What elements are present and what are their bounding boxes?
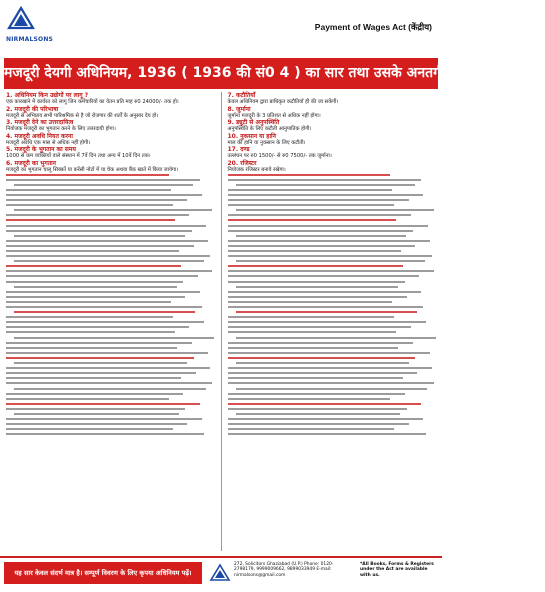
section-heading: 10. नुकसान या हानि [227,132,276,140]
body-text-line [6,219,175,221]
section-2 [6,106,215,120]
body-text-line [228,189,393,191]
body-text-line [228,174,391,176]
body-text-line [228,281,405,283]
body-text-line [228,393,405,395]
body-text-line [6,367,210,369]
body-text-line [228,367,432,369]
body-text-line [6,214,189,216]
body-text-line [6,204,173,206]
body-text-line [228,347,399,349]
section-17 [228,146,437,160]
title-banner: मजदूरी देयगी अधिनियम, 1936 ( 1936 की सं0 4 ) का सार तथा उसके अनतर्गत बनाये गये नियम । [4,58,438,89]
section-text: माल की हानि या नुकसान के लिए कटौती। [227,139,306,146]
body-text-line [6,357,194,359]
body-text-line [6,225,206,227]
body-text-line [228,326,411,328]
body-text-line [228,408,407,410]
section-text: केवल अधिनियम द्वारा प्राधिकृत कटौतियाँ ही की जा सकेंगी। [227,99,339,105]
body-text-line [6,393,183,395]
body-text-line [236,286,399,288]
body-text-line [6,342,192,344]
section-1 [6,92,215,106]
section-heading: 8. जुर्माना [227,105,251,113]
section-9 [228,119,437,133]
body-text-line [6,398,169,400]
body-text-line [6,199,187,201]
body-text-line [236,337,436,339]
body-text-line [228,382,434,384]
body-text-line [228,377,403,379]
body-text-line [14,337,214,339]
body-text-line [6,428,173,430]
body-text-line [228,296,407,298]
section-heading: 5. मजदूरी के भुगतान का समय [6,146,76,154]
section-heading: 2. मजदूरी की परिभाषा [6,105,59,113]
body-text-line [228,301,393,303]
body-text-line [228,250,401,252]
section-heading: 3. मजदूरी देने का उत्तरदायित्व [6,119,74,127]
body-text-line [228,204,395,206]
section-5 [6,146,215,160]
body-text-line [6,403,200,405]
body-text-line [236,235,407,237]
body-text-line [228,230,414,232]
body-text-line [228,265,403,267]
body-text-line [6,230,192,232]
section-text: नियोजक मजदूरी का भुगतान करने के लिए उत्तरदायी होगा। [6,126,116,133]
logo-emblem-icon [6,6,36,32]
section-text: मजदूरी से अभिप्राय सभी पारिश्रमिक से है जो रोजगार की शर्तों के अनुसार देय हो। [6,112,159,119]
body-text-line [14,184,193,186]
section-heading: 7. कटौतियाँ [227,92,256,99]
body-text-line [14,286,177,288]
body-text-line [14,209,212,211]
body-text-line [6,174,169,176]
body-text-line [236,260,426,262]
body-text-line [6,189,171,191]
section-text: 1000 से कम व्यक्तियों वाले संस्थान में 7वें दिन तथा अन्य में 10वें दिन तक। [6,153,151,160]
body-text-line [6,377,181,379]
logo-text: NIRMALSONS [6,36,54,43]
section-heading: 20. रजिस्टर [227,159,257,167]
body-text-line [6,418,202,420]
body-text-line [228,214,411,216]
act-title: Payment of Wages Act (केंद्रीय) [314,22,432,32]
body-text-line [236,413,401,415]
body-text-line [228,179,422,181]
body-text-line [236,209,434,211]
footer-slogan: यह सार केवल संदर्भ मात्र है। सम्पूर्ण विवरण के लिए कृपया अधिनियम पढ़ें। [4,562,202,584]
body-text-line [6,250,179,252]
section-text: जुर्माना मजदूरी के 3 प्रतिशत से अधिक नहीं होगा। [227,112,321,119]
body-text-line [6,265,181,267]
section-text: उल्लंघन पर रु0 1500/- से रु0 7500/- तक जुर्माना। [227,153,332,160]
body-text-line [228,372,418,374]
body-text-line [6,281,183,283]
section-heading: 4. मजदूरी अवधि नियत करना [6,132,73,140]
left-column [6,92,215,551]
body-text-line [6,382,212,384]
body-text-line [228,321,426,323]
body-text-line [6,255,210,257]
body-text-line [14,413,179,415]
right-column [228,92,437,551]
body-text-line [6,433,204,435]
body-text-line [14,362,187,364]
body-text-line [6,240,208,242]
nirmalsons-logo [6,6,52,54]
body-text-line [6,331,175,333]
body-text-line [228,418,424,420]
body-text-line [6,291,200,293]
section-6 [6,160,215,174]
section-20 [228,160,437,174]
body-text-line [6,270,212,272]
body-text-line [228,357,416,359]
body-text-line [236,184,415,186]
footer-address: 272, Solicitors Ghaziabad (U.P.) Phone: 0120-2798179, 9999009662, 9899033949 E-mail: nirmalsons@gmail.com [234,562,334,578]
body-text-line [6,423,187,425]
section-heading: 17. दण्ड [227,146,250,154]
body-text-line [228,270,434,272]
section-text: मजदूरी अवधि एक मास से अधिक नहीं होगी। [6,139,91,146]
body-text-line [14,235,185,237]
body-text-line [228,255,432,257]
body-text-line [236,362,409,364]
body-text-line [236,311,417,313]
section-4 [6,133,215,147]
body-text-line [228,291,422,293]
body-text-line [6,321,204,323]
section-text: एक कारखाने में कार्यरत को लागू जिन कर्मचारियों का वेतन प्रति माह रु0 24000/- तक हो। [6,99,179,105]
body-text-line [6,326,189,328]
body-text-line [228,352,430,354]
body-text-line [14,311,195,313]
footer [0,556,442,592]
body-text-line [6,408,185,410]
section-heading: 9. ड्यूटी से अनुपस्थिति [227,119,280,127]
section-10 [228,133,437,147]
body-text-line [228,306,424,308]
column-divider [221,92,222,551]
content-columns [6,92,436,551]
section-8 [228,106,437,120]
section-7 [228,92,437,106]
body-text-line [228,433,426,435]
body-text-line [6,296,185,298]
body-text-line [228,245,416,247]
body-text-line [6,301,171,303]
section-text: मजदूरी का भुगतान चालू सिक्कों या करेंसी नोटों में या चेक अथवा बैंक खाते में किया जायेगा। [6,166,179,173]
body-text-line [228,199,409,201]
body-text-line [6,372,196,374]
body-text-line [228,398,391,400]
body-text-line [6,352,208,354]
section-text: अनुपस्थिति के लिए कटौती आनुपातिक होगी। [227,126,312,133]
body-text-line [6,316,173,318]
body-text-line [228,316,395,318]
section-3 [6,119,215,133]
body-text-line [6,306,202,308]
body-text-line [228,403,422,405]
left-body-text [6,174,215,436]
body-text-line [6,245,194,247]
body-text-line [236,388,428,390]
body-text-line [228,428,395,430]
body-text-line [6,179,200,181]
body-text-line [228,225,428,227]
body-text-line [228,423,409,425]
body-text-line [228,240,430,242]
footer-logo-icon [210,564,230,582]
body-text-line [228,331,397,333]
body-text-line [228,194,424,196]
right-body-text [228,174,437,436]
body-text-line [228,342,414,344]
section-heading: 6. मजदूरी का भुगतान [6,159,57,167]
section-text: नियोजक रजिस्टर बनाये रखेगा। [227,166,286,173]
body-text-line [14,388,206,390]
body-text-line [6,275,198,277]
section-heading: 1. अधिनियम किन उद्योगों पर लागू ? [6,92,89,99]
body-text-line [228,275,420,277]
body-text-line [14,260,204,262]
body-text-line [6,194,202,196]
footer-note: *All Books, Forms & Registers under the Act are available with us. [360,562,434,578]
body-text-line [6,347,177,349]
body-text-line [228,219,397,221]
